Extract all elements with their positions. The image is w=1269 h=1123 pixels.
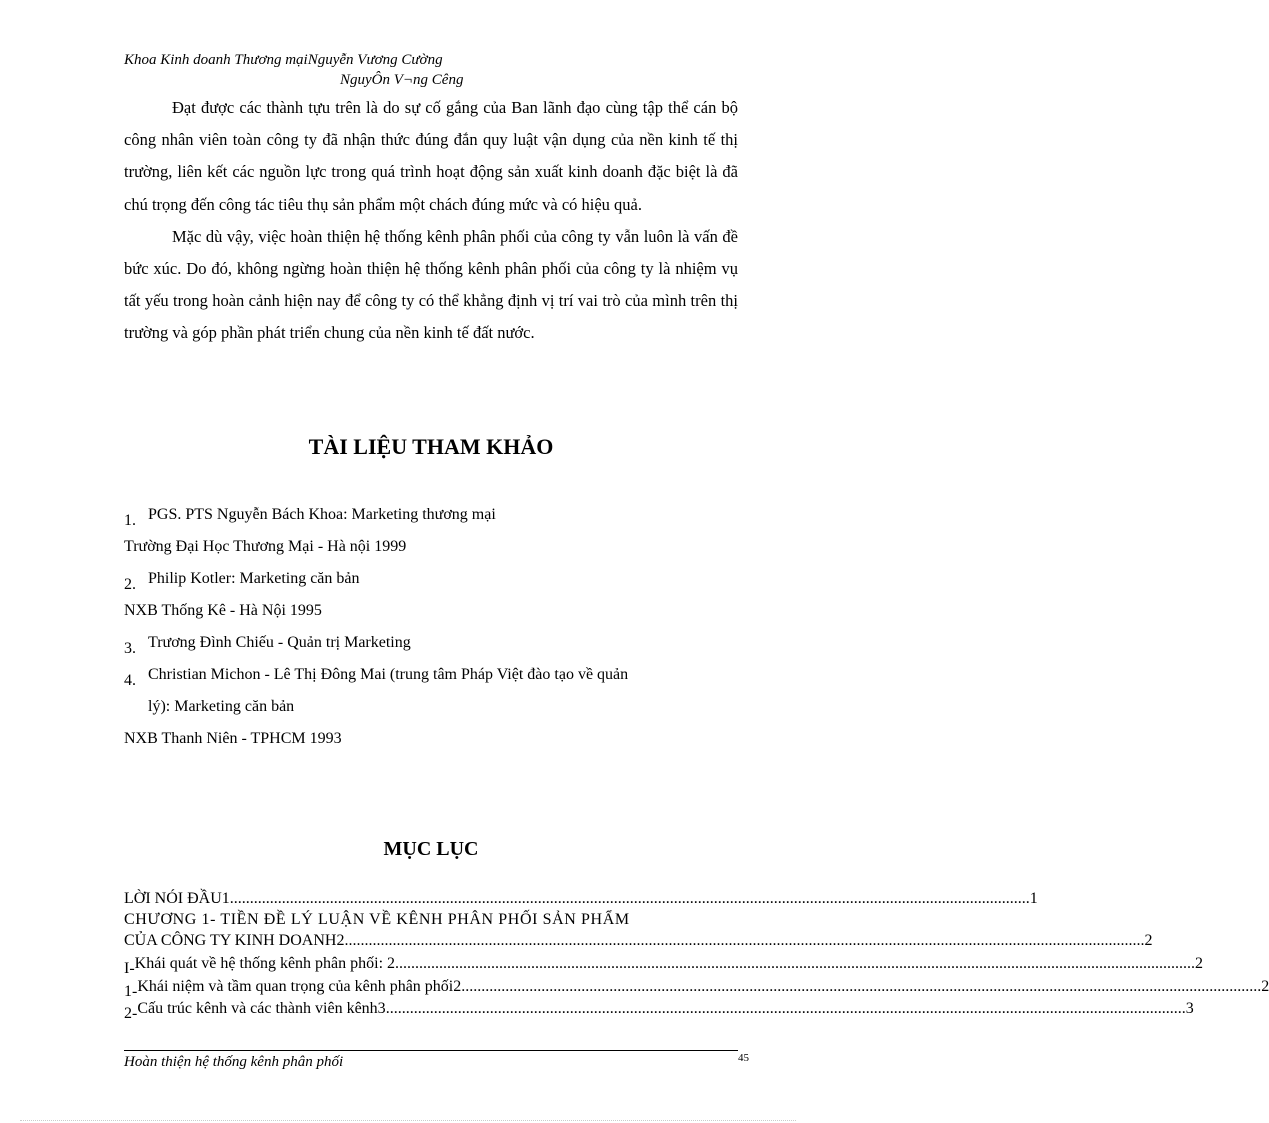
toc-leader-dots: ........................................................................................................................................................................................................ [461,978,1262,995]
toc-leader-dots: ........................................................................................................................................................................................................ [229,890,1030,907]
toc-leader-dots: ........................................................................................................................................................................................................ [385,1000,1186,1017]
toc-label: CỦA CÔNG TY KINH DOANH2 [124,932,345,949]
running-footer: Hoàn thiện hệ thống kênh phân phối [124,1054,344,1070]
reference-item [124,537,406,557]
toc-leader-dots: ........................................................................................................................................................................................................ [395,955,1196,972]
reference-number: 1. [124,512,136,529]
reference-item [124,665,629,689]
reference-number: 4. [124,672,136,689]
toc-entry[interactable] [124,953,1204,977]
reference-text: NXB Thanh Niên - TPHCM 1993 [124,730,342,747]
reference-item [148,697,294,717]
toc-entry[interactable] [124,888,1038,909]
page-bottom-border [20,1120,796,1121]
toc-page-number: 2 [1144,932,1153,949]
reference-text: Philip Kotler: Marketing căn bản [148,570,360,587]
reference-text: NXB Thống Kê - Hà Nội 1995 [124,602,322,619]
running-header-line1: Khoa Kinh doanh Thương mạiNguyễn Vương Cường [124,52,443,68]
reference-item [124,601,322,621]
toc-leader-dots: ........................................................................................................................................................................................................ [344,932,1145,949]
reference-number: 2. [124,576,136,593]
reference-text: Trường Đại Học Thương Mại - Hà nội 1999 [124,538,407,555]
toc-page-number: 2 [1195,955,1204,972]
toc-number: 1- [124,983,138,1000]
toc-number: I- [124,960,135,977]
reference-item [124,729,342,749]
body-text [124,92,738,350]
toc-number: 2- [124,1005,138,1022]
toc-title: MỤC LỤC [383,838,479,860]
toc-label: Cấu trúc kênh và các thành viên kênh3 [137,1000,386,1017]
toc-entry[interactable] [124,976,1269,1000]
reference-item [124,505,496,529]
reference-text: lý): Marketing căn bản [148,698,295,715]
toc-entry[interactable] [124,930,1153,951]
reference-text: Christian Michon - Lê Thị Đông Mai (trung tâm Pháp Việt đào tạo về quản [148,666,629,683]
toc-page-number: 1 [1029,890,1038,907]
reference-number: 3. [124,640,136,657]
toc-label: Khái quát về hệ thống kênh phân phối: 2 [134,955,396,972]
toc-label: LỜI NÓI ĐẦU1 [124,890,230,907]
references-title: TÀI LIỆU THAM KHẢO [308,434,554,459]
toc-entry[interactable] [124,998,1194,1022]
footer-divider [124,1050,738,1051]
paragraph-2: Mặc dù vậy, việc hoàn thiện hệ thống kênh phân phối của công ty vẫn luôn là vấn đề bức xúc. Do đó, không ngừng hoàn thiện hệ thống kênh phân phối của công ty là nhiệm vụ tất yếu trong hoàn cảnh hiện nay để công ty có thể khẳng định vị trí vai trò của mình trên thị trường và góp phần phát triển chung của nền kinh tế đất nước. [124,226,738,343]
reference-item [124,569,360,593]
paragraph-1: Đạt được các thành tựu trên là do sự cố gắng của Ban lãnh đạo cùng tập thể cán bộ công nhân viên toàn công ty đã nhận thức đúng đắn quy luật vận dụng của nền kinh tế thị trường, liên kết các nguồn lực trong quá trình hoạt động sản xuất kinh doanh đặc biệt là đã chú trọng đến công tác tiêu thụ sản phẩm một chách đúng mức và có hiệu quả. [124,98,738,214]
toc-label: Khái niệm và tầm quan trọng của kênh phân phối2 [137,978,462,995]
reference-text: Trương Đình Chiếu - Quản trị Marketing [148,634,411,651]
reference-text: PGS. PTS Nguyễn Bách Khoa: Marketing thương mại [148,506,496,523]
toc-entry[interactable] [124,909,738,930]
reference-item [124,633,411,657]
toc-page-number: 3 [1185,1000,1194,1017]
running-header-line2: NguyÔn V¬ng Cêng [340,72,464,88]
page-number: 45 [738,1052,749,1064]
toc-page-number: 2 [1261,978,1269,995]
toc-label: CHƯƠNG 1- TIỀN ĐỀ LÝ LUẬN VỀ KÊNH PHÂN PHỐI SẢN PHẨM [124,911,630,928]
